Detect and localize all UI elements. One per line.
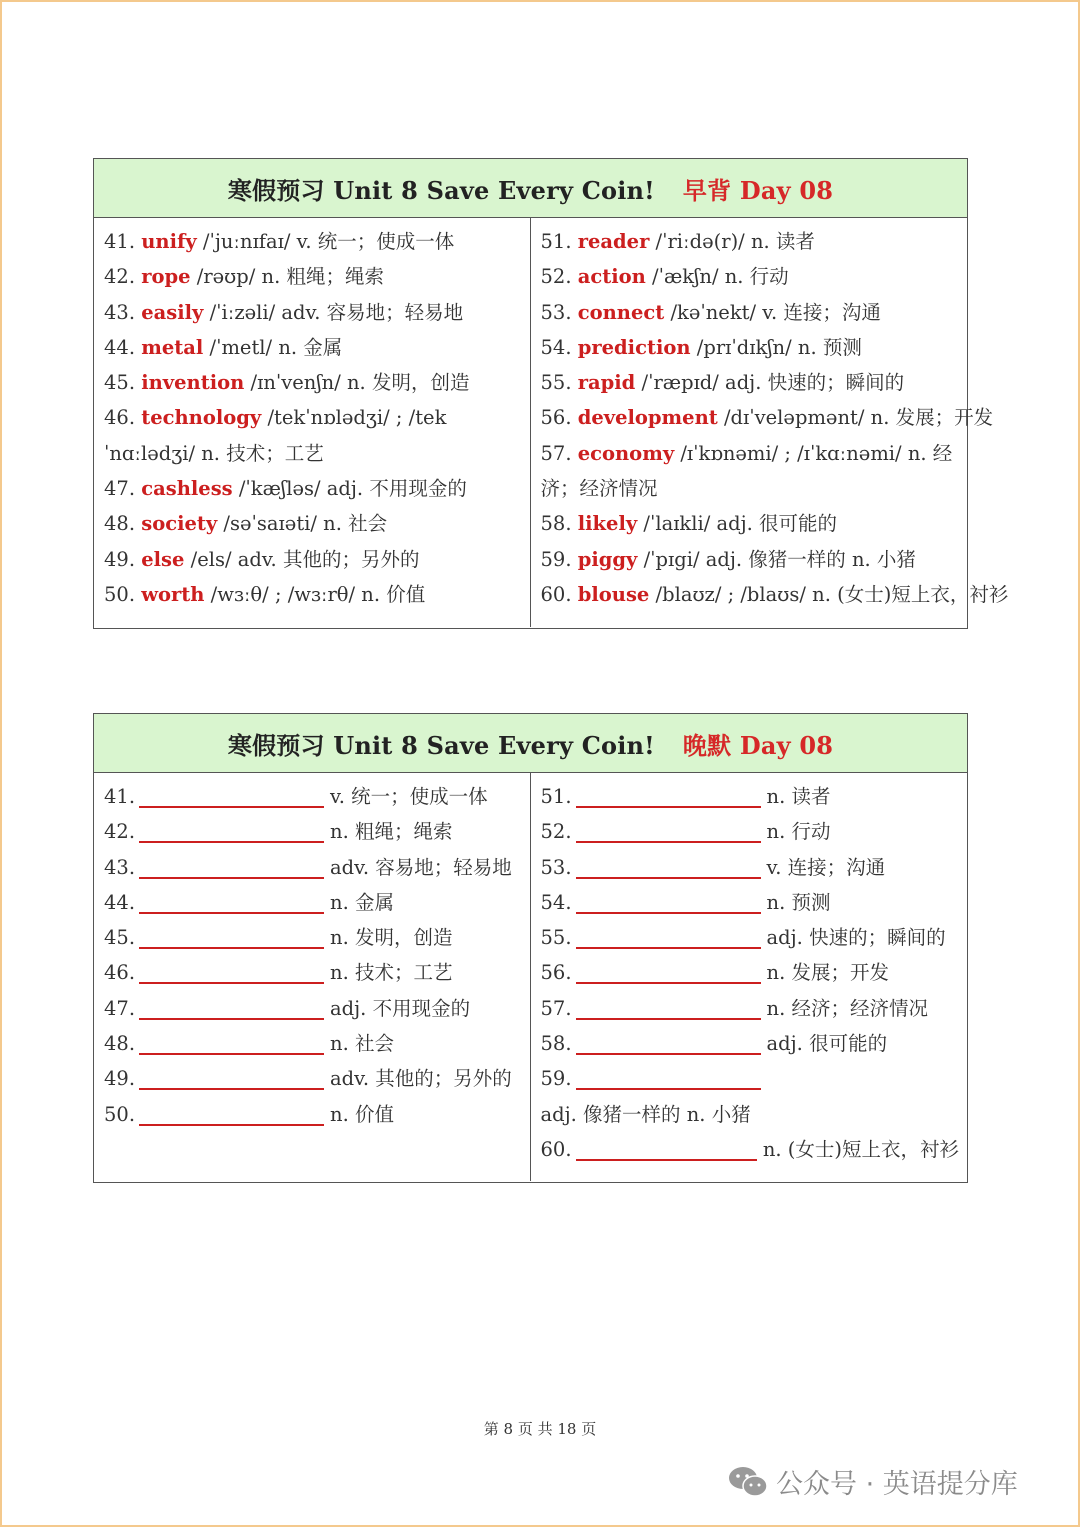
dictation-entry xyxy=(541,885,960,920)
entry-meaning: n. 经济；经济情况 xyxy=(766,996,928,1020)
entry-meaning: adj. 快速的；瞬间的 xyxy=(766,926,946,950)
watermark-text: 公众号 · 英语提分库 xyxy=(776,1469,1018,1500)
answer-blank[interactable] xyxy=(576,981,761,984)
entry-definition: /kəˈnekt/ v. 连接；沟通 xyxy=(664,300,881,324)
entry-word: development xyxy=(577,406,718,430)
vocab-entry xyxy=(104,542,522,577)
answer-blank[interactable] xyxy=(576,1158,757,1161)
dictation-entry xyxy=(541,1132,960,1167)
page-number: 第 8 页 共 18 页 xyxy=(483,1420,597,1438)
entry-number: 60. xyxy=(540,582,572,606)
entry-definition: /ˈmetl/ n. 金属 xyxy=(203,335,343,359)
answer-blank[interactable] xyxy=(139,911,324,914)
dictation-entry xyxy=(104,955,522,990)
entry-number: 42. xyxy=(104,265,136,289)
entry-definition: /wɜːθ/ ; /wɜːrθ/ n. 价值 xyxy=(204,582,426,606)
entry-definition: /blaʊz/ ; /blaʊs/ n. (女士)短上衣，衬衫 xyxy=(649,582,1009,606)
entry-number: 52. xyxy=(540,265,572,289)
entry-number: 57. xyxy=(540,441,572,465)
vocab-entry xyxy=(104,295,522,330)
dictation-entry xyxy=(104,779,522,814)
entry-meaning: n. 行动 xyxy=(766,820,831,844)
entry-word: connect xyxy=(577,300,665,324)
answer-blank[interactable] xyxy=(576,1087,761,1090)
entry-number: 52. xyxy=(540,820,572,844)
dictation-entry xyxy=(541,1026,960,1061)
vocab-entry xyxy=(104,365,522,400)
dictation-entry xyxy=(104,885,522,920)
entry-meaning: adv. 容易地；轻易地 xyxy=(330,855,512,879)
entry-number: 44. xyxy=(104,890,136,914)
entry-number: 59. xyxy=(540,1067,572,1091)
entry-number: 58. xyxy=(540,1032,572,1056)
vocab-entry xyxy=(104,259,522,294)
answer-blank[interactable] xyxy=(139,1123,324,1126)
entry-word: economy xyxy=(577,441,675,465)
answer-blank[interactable] xyxy=(139,840,324,843)
vocab-entry xyxy=(541,259,960,294)
evening-day-label: 晚默 Day 08 xyxy=(682,730,834,760)
answer-blank[interactable] xyxy=(576,911,761,914)
entry-definition: /ˈpɪgi/ adj. 像猪一样的 n. 小猪 xyxy=(637,547,916,571)
entry-meaning: v. 统一；使成一体 xyxy=(330,785,488,808)
answer-blank[interactable] xyxy=(139,876,324,879)
entry-number: 53. xyxy=(540,300,572,324)
evening-header xyxy=(94,714,967,773)
entry-number: 49. xyxy=(104,1067,136,1091)
entry-word: rapid xyxy=(577,371,636,395)
entry-word: metal xyxy=(141,335,204,359)
entry-word: likely xyxy=(577,512,638,536)
entry-word: reader xyxy=(577,230,650,253)
entry-word: invention xyxy=(141,371,245,395)
entry-definition: /rəʊp/ n. 粗绳；绳索 xyxy=(190,265,384,289)
entry-definition: /ˈriːdə(r)/ n. 读者 xyxy=(649,230,815,253)
wechat-icon xyxy=(728,1465,768,1499)
dictation-entry xyxy=(541,1061,960,1132)
answer-blank[interactable] xyxy=(139,981,324,984)
dictation-entry xyxy=(541,920,960,955)
entry-number: 45. xyxy=(104,926,136,950)
dictation-entry xyxy=(541,779,960,814)
dictation-entry xyxy=(104,1026,522,1061)
answer-blank[interactable] xyxy=(576,1017,761,1020)
entry-number: 57. xyxy=(540,996,572,1020)
dictation-entry xyxy=(104,1097,522,1132)
entry-definition: /ˈiːzəli/ adv. 容易地；轻易地 xyxy=(203,300,464,324)
answer-blank[interactable] xyxy=(576,946,761,949)
entry-word: action xyxy=(577,265,646,289)
entry-definition: /səˈsaɪəti/ n. 社会 xyxy=(217,512,388,536)
entry-definition: /ɪnˈvenʃn/ n. 发明，创造 xyxy=(244,371,470,395)
vocab-entry xyxy=(540,400,994,435)
entry-number: 48. xyxy=(104,1032,136,1056)
entry-definition: /ˈækʃn/ n. 行动 xyxy=(645,265,789,289)
watermark xyxy=(728,1462,1018,1501)
dictation-entry xyxy=(104,920,522,955)
evening-left-column xyxy=(94,773,531,1181)
dictation-entry xyxy=(104,1061,522,1096)
entry-meaning: v. 连接；沟通 xyxy=(766,855,886,879)
entry-number: 53. xyxy=(540,855,572,879)
vocab-entry xyxy=(541,436,960,507)
entry-definition: /dɪˈveləpmənt/ n. 发展；开发 xyxy=(717,406,994,430)
morning-left-column xyxy=(94,218,531,627)
dictation-entry xyxy=(541,955,960,990)
entry-meaning: n. 发明，创造 xyxy=(330,926,453,950)
entry-number: 59. xyxy=(540,547,572,571)
entry-number: 54. xyxy=(540,335,572,359)
answer-blank[interactable] xyxy=(139,946,324,949)
entry-number: 55. xyxy=(540,371,572,395)
entry-word: society xyxy=(141,512,218,536)
morning-day-label: 早背 Day 08 xyxy=(682,175,834,205)
vocab-entry xyxy=(541,365,960,400)
answer-blank[interactable] xyxy=(576,1052,761,1055)
entry-meaning: n. 预测 xyxy=(766,890,831,914)
morning-right-column xyxy=(531,218,1009,627)
entry-number: 51. xyxy=(540,230,572,253)
entry-meaning: n. 发展；开发 xyxy=(766,961,889,985)
entry-number: 55. xyxy=(540,926,572,950)
entry-number: 47. xyxy=(104,477,136,501)
entry-number: 56. xyxy=(540,961,572,985)
entry-meaning: n. 金属 xyxy=(330,890,394,914)
vocab-entry xyxy=(104,400,522,471)
dictation-entry xyxy=(541,991,960,1026)
entry-meaning: adj. 不用现金的 xyxy=(330,996,471,1020)
entry-number: 41. xyxy=(104,785,136,808)
entry-number: 58. xyxy=(540,512,572,536)
entry-word: prediction xyxy=(577,335,691,359)
entry-number: 50. xyxy=(104,1102,136,1126)
answer-blank[interactable] xyxy=(139,1052,324,1055)
evening-right-column xyxy=(531,773,968,1181)
dictation-entry xyxy=(104,814,522,849)
entry-definition: /els/ adv. 其他的；另外的 xyxy=(184,547,420,571)
dictation-entry xyxy=(541,814,960,849)
entry-meaning: n. 价值 xyxy=(330,1102,394,1126)
entry-number: 46. xyxy=(104,406,136,430)
entry-definition: /ˈkæʃləs/ adj. 不用现金的 xyxy=(232,477,467,501)
entry-word: else xyxy=(141,547,185,571)
entry-number: 45. xyxy=(104,371,136,395)
entry-number: 56. xyxy=(540,406,572,430)
morning-vocab-table xyxy=(93,158,1009,629)
entry-definition: /ˈjuːnɪfaɪ/ v. 统一；使成一体 xyxy=(196,230,455,253)
entry-meaning: adj. 像猪一样的 n. 小猪 xyxy=(540,1102,751,1126)
entry-word: piggy xyxy=(577,547,638,571)
vocab-entry xyxy=(541,330,960,365)
vocab-entry xyxy=(104,506,522,541)
dictation-entry xyxy=(104,991,522,1026)
morning-header xyxy=(94,159,967,218)
entry-meaning: n. 粗绳；绳索 xyxy=(330,820,453,844)
entry-definition: /tekˈnɒlədʒi/ ; /tekˈnɑːlədʒi/ n. 技术；工艺 xyxy=(104,406,447,465)
morning-title: 寒假预习 Unit 8 Save Every Coin! xyxy=(227,175,655,205)
entry-word: worth xyxy=(141,582,205,606)
dictation-entry xyxy=(104,850,522,885)
entry-definition: /ˈræpɪd/ adj. 快速的；瞬间的 xyxy=(635,371,905,395)
entry-meaning: n. 社会 xyxy=(330,1032,394,1056)
entry-word: technology xyxy=(141,406,262,430)
entry-number: 44. xyxy=(104,335,136,359)
entry-number: 43. xyxy=(104,300,136,324)
evening-dictation-table xyxy=(93,713,968,1183)
entry-word: easily xyxy=(141,300,204,324)
vocab-entry xyxy=(541,506,960,541)
entry-word: blouse xyxy=(577,582,650,606)
entry-definition: /ɪˈkɒnəmi/ ; /ɪˈkɑːnəmi/ n. 经济；经济情况 xyxy=(540,441,953,501)
answer-blank[interactable] xyxy=(576,805,761,808)
entry-number: 49. xyxy=(104,547,136,571)
answer-blank[interactable] xyxy=(139,1017,324,1020)
vocab-entry xyxy=(104,577,522,612)
vocab-entry xyxy=(104,330,522,365)
answer-blank[interactable] xyxy=(139,1087,324,1090)
entry-meaning: n. 读者 xyxy=(766,785,831,808)
entry-word: rope xyxy=(141,265,191,289)
entry-number: 60. xyxy=(540,1137,572,1161)
entry-number: 48. xyxy=(104,512,136,536)
dictation-entry xyxy=(541,850,960,885)
entry-number: 42. xyxy=(104,820,136,844)
entry-definition: /prɪˈdɪkʃn/ n. 预测 xyxy=(690,335,862,359)
vocab-entry xyxy=(541,224,960,259)
answer-blank[interactable] xyxy=(576,876,761,879)
entry-word: unify xyxy=(141,230,197,253)
entry-number: 54. xyxy=(540,890,572,914)
vocab-entry xyxy=(104,224,522,259)
evening-title: 寒假预习 Unit 8 Save Every Coin! xyxy=(227,730,655,760)
entry-meaning: n. 技术；工艺 xyxy=(330,961,453,985)
entry-number: 47. xyxy=(104,996,136,1020)
vocab-entry xyxy=(540,577,1009,612)
vocab-entry xyxy=(541,295,960,330)
entry-definition: /ˈlaɪkli/ adj. 很可能的 xyxy=(637,512,838,536)
entry-number: 43. xyxy=(104,855,136,879)
vocab-entry xyxy=(541,542,960,577)
answer-blank[interactable] xyxy=(576,840,761,843)
entry-number: 46. xyxy=(104,961,136,985)
entry-meaning: adv. 其他的；另外的 xyxy=(330,1067,512,1091)
entry-meaning: n. (女士)短上衣，衬衫 xyxy=(762,1137,959,1161)
entry-word: cashless xyxy=(141,477,233,501)
entry-number: 41. xyxy=(104,230,136,253)
entry-number: 51. xyxy=(540,785,572,808)
answer-blank[interactable] xyxy=(139,805,324,808)
entry-meaning: adj. 很可能的 xyxy=(766,1032,888,1056)
entry-number: 50. xyxy=(104,582,136,606)
vocab-entry xyxy=(104,471,522,506)
